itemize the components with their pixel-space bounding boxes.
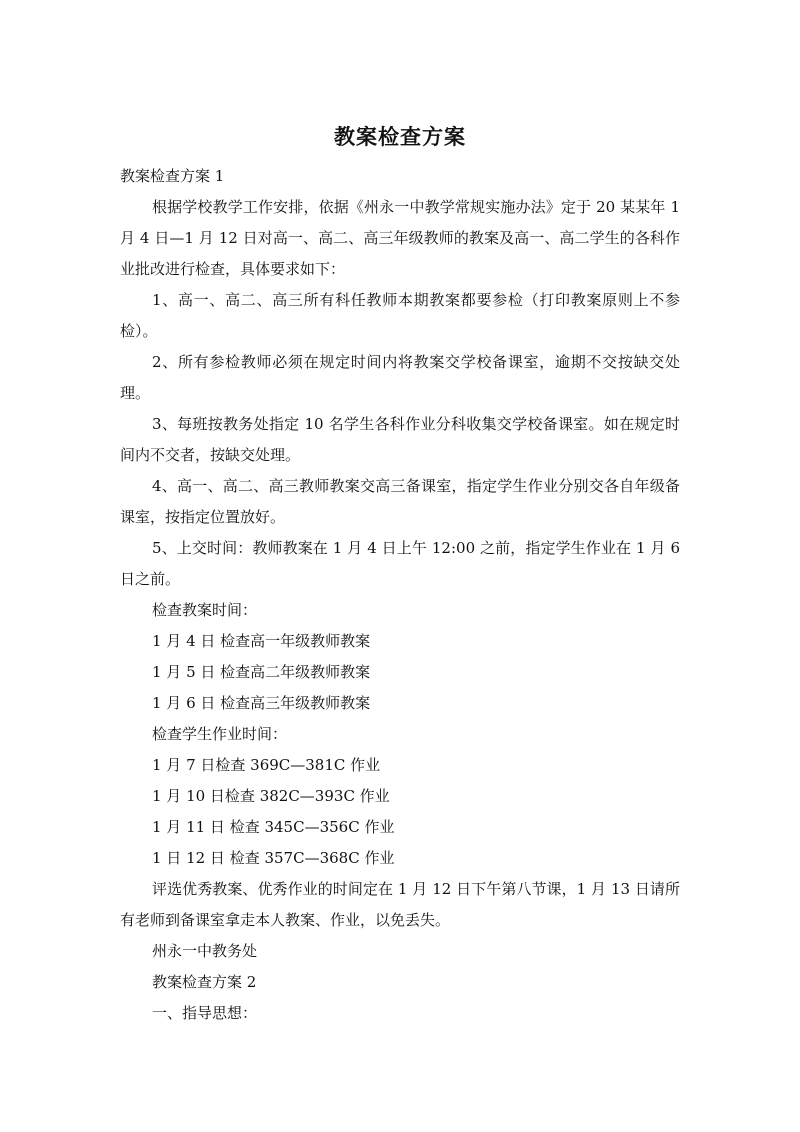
document-title: 教案检查方案 bbox=[334, 125, 466, 149]
lesson-plan-check-day-2: 1 月 5 日 检查高二年级教师教案 bbox=[152, 663, 371, 681]
lesson-plan-check-heading: 检查教案时间： bbox=[152, 601, 258, 619]
section-heading-1: 教案检查方案 1 bbox=[120, 167, 225, 185]
intro-paragraph: 根据学校教学工作安排，依据《州永一中教学常规实施办法》定于 20 某某年 1 月 4 日—1 月 12 日对高一、高二、高三年级教师的教案及高一、高二学生的各科作业批改进行检查，具体要求如下： bbox=[120, 198, 680, 278]
homework-check-heading: 检查学生作业时间： bbox=[152, 725, 288, 743]
requirement-1: 1、高一、高二、高三所有科任教师本期教案都要参检（打印教案原则上不参检）。 bbox=[120, 291, 680, 340]
lesson-plan-check-day-1: 1 月 4 日 检查高一年级教师教案 bbox=[152, 632, 371, 650]
evaluation-paragraph: 评选优秀教案、优秀作业的时间定在 1 月 12 日下午第八节课，1 月 13 日请所有老师到备课室拿走本人教案、作业，以免丢失。 bbox=[120, 880, 680, 929]
requirement-5: 5、上交时间：教师教案在 1 月 4 日上午 12:00 之前，指定学生作业在 1 月 6 日之前。 bbox=[120, 539, 680, 588]
homework-check-day-4: 1 日 12 日 检查 357C—368C 作业 bbox=[152, 849, 395, 867]
homework-check-day-1: 1 月 7 日检查 369C—381C 作业 bbox=[152, 756, 381, 774]
issuer-line: 州永一中教务处 bbox=[152, 942, 258, 960]
homework-check-day-2: 1 月 10 日检查 382C—393C 作业 bbox=[152, 787, 390, 805]
section-heading-2: 教案检查方案 2 bbox=[152, 973, 257, 991]
requirement-2: 2、所有参检教师必须在规定时间内将教案交学校备课室，逾期不交按缺交处理。 bbox=[120, 353, 680, 402]
requirement-3: 3、每班按教务处指定 10 名学生各科作业分科收集交学校备课室。如在规定时间内不交者，按缺交处理。 bbox=[120, 415, 680, 464]
lesson-plan-check-day-3: 1 月 6 日 检查高三年级教师教案 bbox=[152, 694, 371, 712]
requirement-4: 4、高一、高二、高三教师教案交高三备课室，指定学生作业分别交各自年级备课室，按指定位置放好。 bbox=[120, 477, 680, 526]
guiding-ideology-heading: 一、指导思想： bbox=[152, 1004, 258, 1022]
homework-check-day-3: 1 月 11 日 检查 345C—356C 作业 bbox=[152, 818, 395, 836]
document-body bbox=[120, 161, 680, 1029]
